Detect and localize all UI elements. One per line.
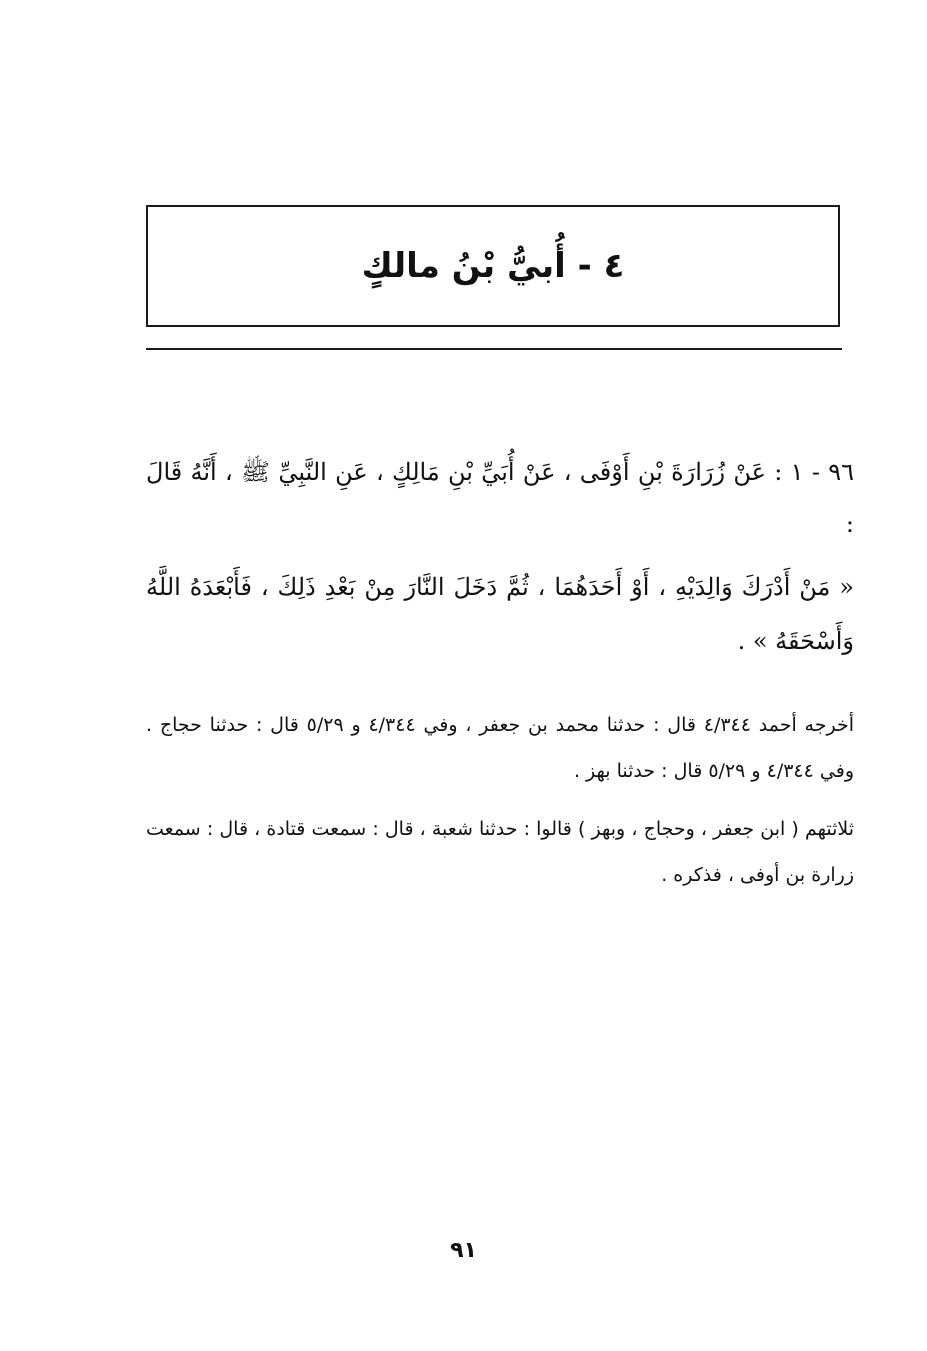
takhrij-paragraph-1: أخرجه أحمد ٤/٣٤٤ قال : حدثنا محمد بن جعفر ، وفي ٤/٣٤٤ و ٥/٢٩ قال : حدثنا حجاج . وفي ٤/٣٤٤ و ٥/٢٩ قال : حدثنا بهز . — [146, 714, 854, 782]
section-title-box — [146, 205, 840, 327]
hadith-matn: « مَنْ أَدْرَكَ وَالِدَيْهِ ، أَوْ أَحَدَهُمَا ، ثُمَّ دَخَلَ النَّارَ مِنْ بَعْدِ ذَلِكَ ، فَأَبْعَدَهُ اللَّهُ وَأَسْحَقَهُ » . — [146, 573, 854, 655]
page-number: ٩١ — [450, 1238, 477, 1263]
hadith-isnad: ٩٦ - ١ : عَنْ زُرَارَةَ بْنِ أَوْفَى ، عَنْ أُبَيِّ بْنِ مَالِكٍ ، عَنِ النَّبِيِّ ﷺ ، أَنَّهُ قَالَ : — [146, 458, 855, 538]
title-divider — [146, 348, 842, 350]
section-title: ٤ - أُبيُّ بْنُ مالكٍ — [361, 246, 625, 286]
takhrij-paragraph-2: ثلاثتهم ( ابن جعفر ، وحجاج ، وبهز ) قالوا : حدثنا شعبة ، قال : سمعت قتادة ، قال : سمعت زرارة بن أوفى ، فذكره . — [146, 818, 854, 886]
